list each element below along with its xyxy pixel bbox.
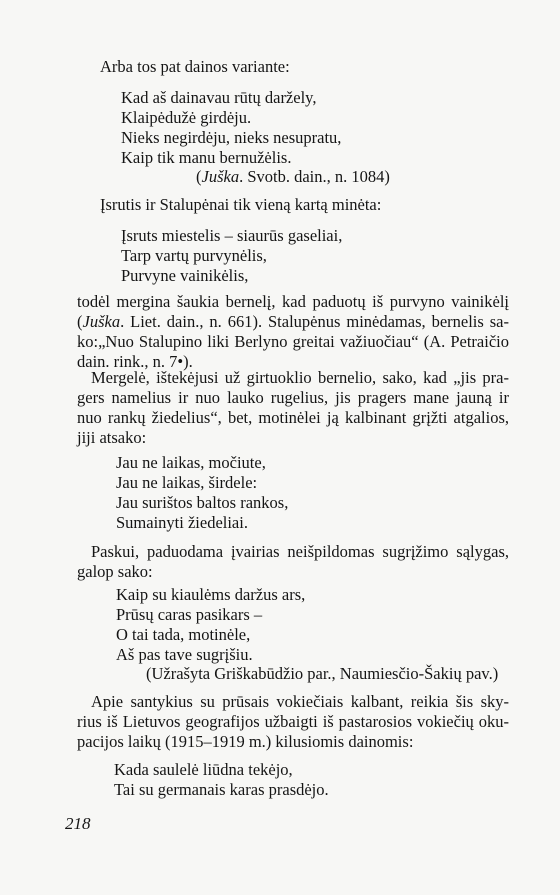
source-reference: . Svotb. dain., n. 1084) [239, 167, 390, 186]
source-author: Juška [82, 312, 121, 331]
paragraph-line: dain. rink., n. 7•). [77, 352, 193, 371]
verse-line: Sumainyti žiedeliai. [116, 513, 248, 532]
verse-line: Kad aš dainavau rūtų daržely, [121, 88, 317, 107]
paragraph-line: todėl mergina šaukia bernelį, kad paduotų iš purvyno vainikėlį [77, 292, 509, 311]
verse-line: Jau ne laikas, močiute, [116, 453, 266, 472]
paragraph-line: Paskui, paduodama įvairias neišpildomas sugrįžimo sąlygas, [91, 542, 509, 561]
paragraph-line: gers namelius ir nuo lauko rugelius, jis pragers mane jauną ir [77, 388, 509, 407]
verse-4-source: (Užrašyta Griškabūdžio par., Naumiesčio-Šakių pav.) [146, 664, 499, 683]
paragraph-line: nuo rankų žiedelius“, bet, motinėlei ją kalbinant grįžti atgalios, [77, 408, 509, 427]
verse-line: Kaip tik manu bernužėlis. [121, 148, 292, 167]
verse-line: Tai su germanais karas prasdėjo. [114, 780, 329, 799]
paragraph-line: pacijos laikų (1915–1919 m.) kilusiomis dainomis: [77, 732, 414, 751]
paragraph-2 [77, 368, 509, 448]
mention-line: Įsrutis ir Stalupėnai tik vieną kartą minėta: [100, 195, 382, 214]
verse-line: Prūsų caras pasikars – [116, 605, 263, 624]
verse-line: Kada saulelė liūdna tekėjo, [114, 760, 293, 779]
verse-line: O tai tada, motinėle, [116, 625, 251, 644]
paragraph-3 [77, 542, 509, 582]
page-number: 218 [65, 814, 91, 833]
paragraph-line: rius iš Lietuvos geografijos užbaigti iš pastarosios vokiečių oku- [77, 712, 509, 731]
verse-line: Jau ne laikas, širdele: [116, 473, 258, 492]
verse-line: Purvyne vainikėlis, [121, 266, 249, 285]
verse-line: Jau surištos baltos rankos, [116, 493, 289, 512]
source-author: Juška [201, 167, 240, 186]
paragraph-1 [77, 292, 509, 372]
paragraph-line: (Juška. Liet. dain., n. 661). Stalupėnus minėdamas, bernelis sa- [77, 312, 509, 331]
verse-line: Klaipėdužė girdėju. [121, 108, 252, 127]
paragraph-line: ko:„Nuo Stalupino liki Berlyno greitai važiuočiau“ (A. Petraičio [77, 332, 509, 351]
paragraph-line: Mergelė, ištekėjusi už girtuoklio bernelio, sako, kad „jis pra- [91, 368, 509, 387]
verse-line: Nieks negirdėju, nieks nesupratu, [121, 128, 342, 147]
verse-line: Įsruts miestelis – siaurūs gaseliai, [121, 226, 343, 245]
paragraph-line: galop sako: [77, 562, 153, 581]
paragraph-line: jiji atsako: [77, 428, 147, 447]
verse-1-source: (Juška. Svotb. dain., n. 1084) [196, 167, 390, 186]
verse-line: Aš pas tave sugrįšiu. [116, 645, 253, 664]
paragraph-line: Apie santykius su prūsais vokiečiais kalbant, reikia šis sky- [91, 692, 509, 711]
verse-line: Kaip su kiaulėms daržus ars, [116, 585, 306, 604]
verse-line: Tarp vartų purvynėlis, [121, 246, 267, 265]
intro-line: Arba tos pat dainos variante: [100, 57, 290, 76]
paragraph-4 [77, 692, 509, 752]
